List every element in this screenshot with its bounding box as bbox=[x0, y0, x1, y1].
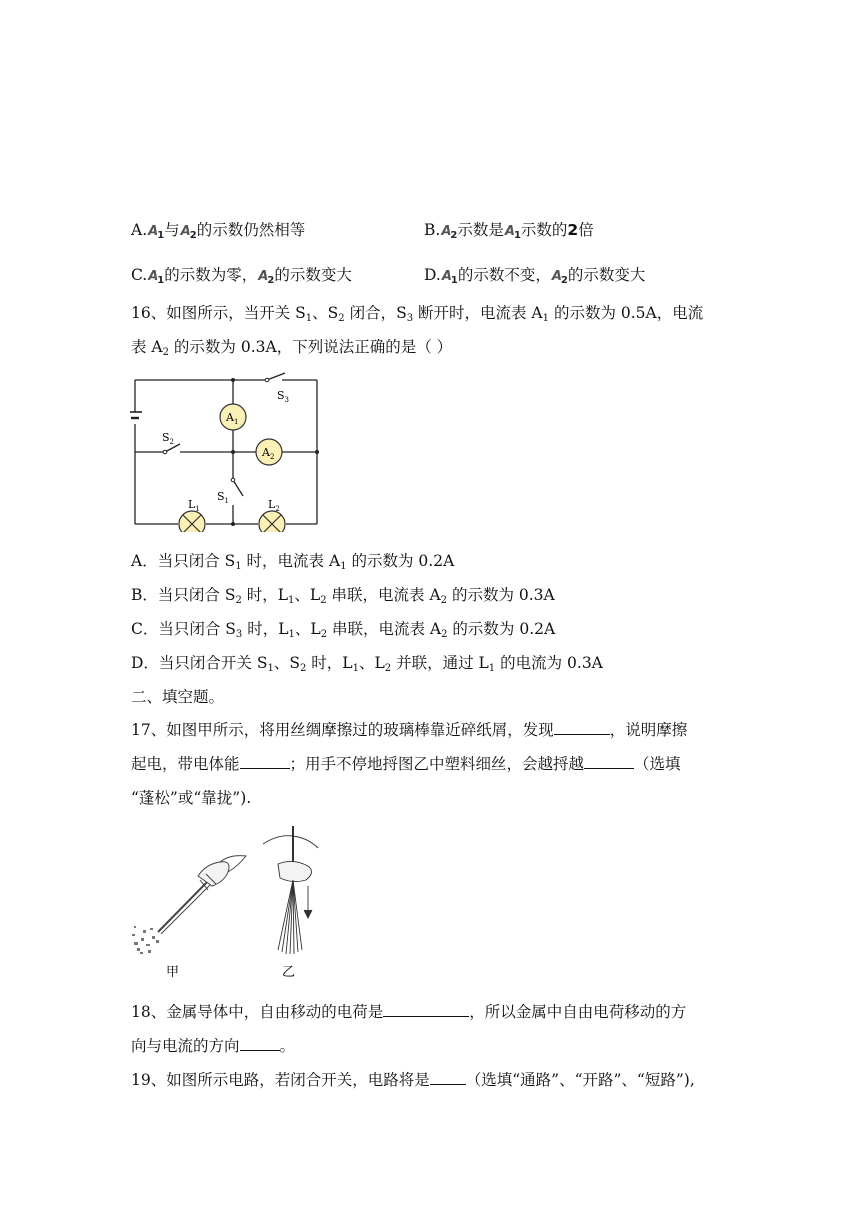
ammeter-a1-icon: $A_1$ bbox=[148, 269, 164, 286]
q15-option-a: $A.A_1$与$A_2$的示数仍然相等 bbox=[131, 221, 306, 241]
q16-option-c: C．当只闭合 $S_3$ 时，$L_1$、$L_2$ 串联，电流表 $A_2$ 的示数为 0.2A bbox=[131, 620, 556, 640]
paper-scraps bbox=[132, 926, 159, 954]
q16-circuit-diagram bbox=[130, 372, 330, 532]
q15-option-d: $D.A_1$的示数不变，$A_2$的示数变大 bbox=[424, 266, 646, 286]
label-s2: $S_2$ bbox=[162, 431, 175, 446]
label-s3: $S_3$ bbox=[277, 389, 290, 404]
plastic-strands-hand-illustration bbox=[263, 826, 318, 954]
ammeter-a2-icon: $A_2$ bbox=[180, 224, 196, 241]
figure-label-yi: 乙 bbox=[282, 965, 296, 980]
svg-text:2: 2 bbox=[270, 453, 275, 461]
lamp-l2 bbox=[259, 511, 285, 532]
q17-blank-1[interactable] bbox=[554, 720, 610, 735]
q18-line1: 18、金属导体中，自由移动的电荷是 ，所以金属中自由电荷移动的方 bbox=[131, 1003, 687, 1021]
lamp-l1 bbox=[179, 511, 205, 532]
svg-text:1: 1 bbox=[234, 418, 239, 426]
q16-option-a: A．当只闭合 $S_1$ 时，电流表 $A_1$ 的示数为 0.2A bbox=[131, 552, 455, 572]
q17-blank-2[interactable] bbox=[240, 754, 290, 769]
q17-line3: “蓬松”或“靠拢”). bbox=[131, 789, 252, 807]
q18-blank-2[interactable] bbox=[240, 1036, 280, 1051]
q16-stem-line1: 16、如图所示，当开关 $S_1$、$S_2$ 闭合，$S_3$ 断开时，电流表 $A_1$ 的示数为 0.5A，电流 bbox=[131, 304, 704, 324]
q15-option-c: $C.A_1$的示数为零，$A_2$的示数变大 bbox=[131, 266, 352, 286]
svg-text:A: A bbox=[262, 446, 270, 459]
section-heading-fill-blank: 二、填空题。 bbox=[131, 688, 225, 706]
ammeter-a1-icon: $A_1$ bbox=[504, 224, 520, 241]
ammeter-a2-icon: $A_2$ bbox=[441, 224, 457, 241]
label-l2: $L_2$ bbox=[268, 498, 280, 513]
q17-blank-3[interactable] bbox=[584, 754, 634, 769]
glass-rod-hand-illustration bbox=[158, 856, 246, 934]
q17-figure bbox=[128, 824, 328, 980]
ammeter-a2-icon: $A_2$ bbox=[551, 269, 567, 286]
q16-option-d: D．当只闭合开关 $S_1$、$S_2$ 时，$L_1$、$L_2$ 并联，通过 $L_1$ 的电流为 0.3A bbox=[131, 654, 603, 674]
q19-line1: 19、如图所示电路，若闭合开关，电路将是 （选填“通路”、“开路”、“短路”), bbox=[131, 1071, 695, 1089]
svg-text:A: A bbox=[226, 411, 234, 424]
q17-line1: 17、如图甲所示，将用丝绸摩擦过的玻璃棒靠近碎纸屑，发现 ，说明摩擦 bbox=[131, 721, 688, 739]
q17-line2: 起电，带电体能 ；用手不停地捋图乙中塑料细丝，会越捋越 （选填 bbox=[131, 755, 681, 773]
q16-option-b: B．当只闭合 $S_2$ 时，$L_1$、$L_2$ 串联，电流表 $A_2$ 的示数为 0.3A bbox=[131, 586, 555, 606]
q19-blank-1[interactable] bbox=[430, 1070, 466, 1085]
ammeter-a2-icon: $A_2$ bbox=[258, 269, 274, 286]
q16-stem-line2: 表 $A_2$ 的示数为 0.3A，下列说法正确的是（ ） bbox=[131, 338, 453, 358]
ammeter-a1-icon: $A_1$ bbox=[441, 269, 457, 286]
label-s1: $S_1$ bbox=[217, 490, 230, 505]
label-l1: $L_1$ bbox=[188, 498, 200, 513]
q18-blank-1[interactable] bbox=[383, 1002, 469, 1017]
q15-option-b: $B.A_2$示数是$A_1$示数的2倍 bbox=[424, 221, 594, 241]
ammeter-a1-icon: $A_1$ bbox=[148, 224, 164, 241]
q18-line2: 向与电流的方向 。 bbox=[131, 1037, 296, 1055]
figure-label-jia: 甲 bbox=[166, 965, 180, 980]
